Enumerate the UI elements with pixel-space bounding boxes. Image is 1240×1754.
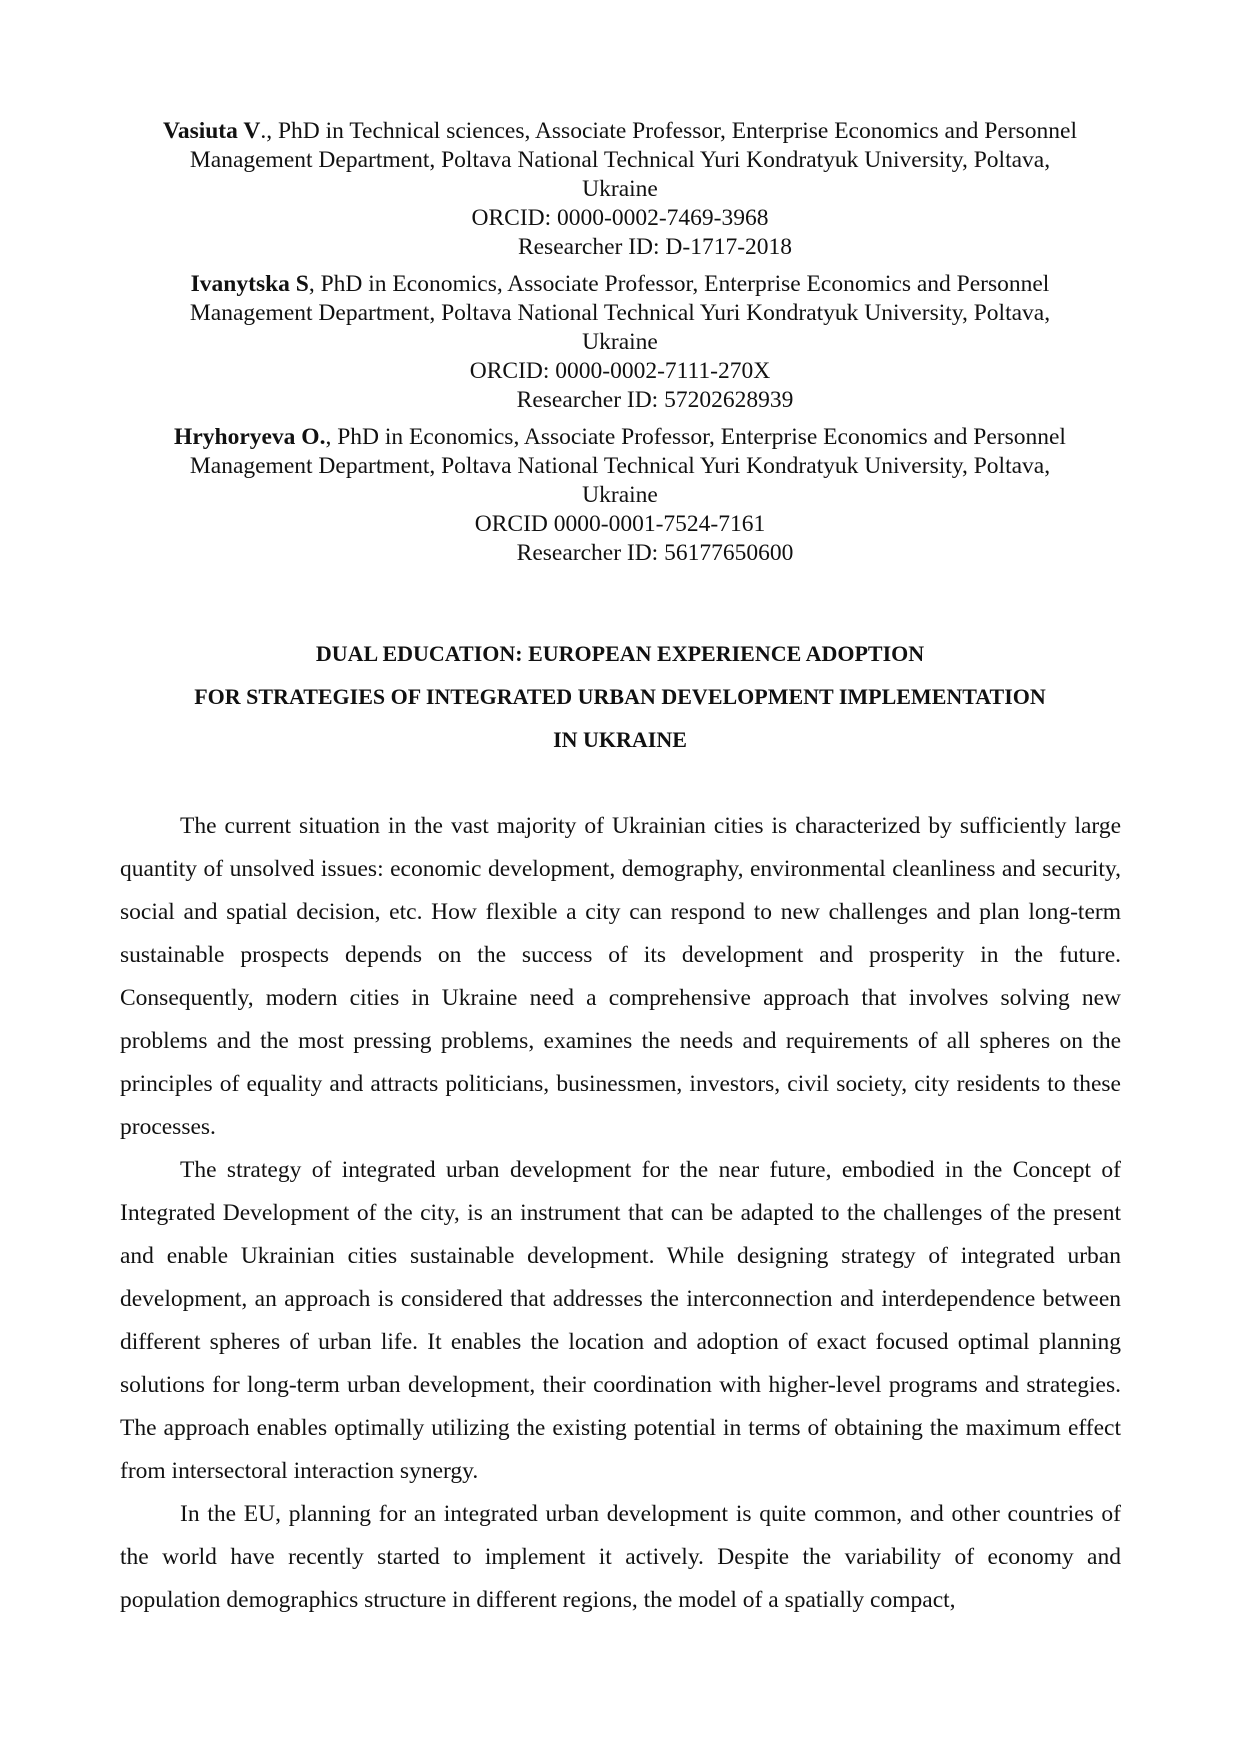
- body-paragraph: The strategy of integrated urban development for the near future, embodied in the Concept of Integrated Development of the city, is an instrument that can be adapted to the challenges of the present and enable Ukrainian cities sustainable development. While designing strategy of integrated urban development, an approach is considered that addresses the interconnection and interdependence between different spheres of urban life. It enables the location and adoption of exact focused optimal planning solutions for long-term urban development, their coordination with higher-level programs and strategies. The approach enables optimally utilizing the existing potential in terms of obtaining the maximum effect from intersectoral interaction synergy.: [120, 1157, 1121, 1484]
- author-affiliation-cont: Management Department, Poltava National Technical Yuri Kondratyuk University, Poltava,: [189, 147, 1051, 173]
- body-paragraph: In the EU, planning for an integrated urban development is quite common, and other countries of the world have recently started to implement it actively. Despite the variability of economy and population demographics structure in different regions, the model of a spatially compact,: [120, 1501, 1121, 1613]
- author-country: Ukraine: [582, 482, 658, 508]
- author-name: Hryhoryeva O.: [174, 424, 326, 450]
- author-name: Vasiuta V: [163, 118, 261, 144]
- title-line: DUAL EDUCATION: EUROPEAN EXPERIENCE ADOPTION: [315, 641, 925, 666]
- paper-title: [110, 632, 1130, 761]
- author-country: Ukraine: [582, 176, 658, 202]
- author-affiliation: , PhD in Economics, Associate Professor, Enterprise Economics and Personnel: [325, 424, 1066, 450]
- author-affiliation: ., PhD in Technical sciences, Associate Professor, Enterprise Economics and Personnel: [260, 118, 1077, 144]
- author-entry: [120, 423, 1120, 568]
- author-orcid: ORCID: 0000-0002-7111-270X: [469, 358, 771, 384]
- author-affiliation-cont: Management Department, Poltava National Technical Yuri Kondratyuk University, Poltava,: [189, 453, 1051, 479]
- author-affiliation-cont: Management Department, Poltava National Technical Yuri Kondratyuk University, Poltava,: [189, 300, 1051, 326]
- title-line: FOR STRATEGIES OF INTEGRATED URBAN DEVELOPMENT IMPLEMENTATION: [194, 684, 1046, 709]
- title-line: IN UKRAINE: [553, 727, 687, 752]
- author-affiliation-line: [120, 117, 1120, 146]
- author-block: [120, 117, 1120, 576]
- body-paragraph: The current situation in the vast majority of Ukrainian cities is characterized by sufficiently large quantity of unsolved issues: economic development, demography, environmental cleanliness and security, social and spatial decision, etc. How flexible a city can respond to new challenges and plan long-term sustainable prospects depends on the success of its development and prosperity in the future. Consequently, modern cities in Ukraine need a comprehensive approach that involves solving new problems and the most pressing problems, examines the needs and requirements of all spheres on the principles of equality and attracts politicians, businessmen, investors, civil society, city residents to these processes.: [120, 813, 1121, 1140]
- author-researcher-id: Researcher ID: 57202628939: [516, 387, 794, 413]
- author-country: Ukraine: [582, 329, 658, 355]
- author-orcid: ORCID 0000-0001-7524-7161: [474, 511, 766, 537]
- author-affiliation-line: [120, 423, 1120, 452]
- author-affiliation: , PhD in Economics, Associate Professor, Enterprise Economics and Personnel: [308, 271, 1050, 297]
- author-entry: [120, 117, 1120, 262]
- author-researcher-id: Researcher ID: 56177650600: [516, 540, 794, 566]
- paper-body: [120, 805, 1121, 1622]
- author-orcid: ORCID: 0000-0002-7469-3968: [471, 205, 769, 231]
- author-affiliation-line: [120, 270, 1120, 299]
- author-name: Ivanytska S: [190, 271, 309, 297]
- author-entry: [120, 270, 1120, 415]
- author-researcher-id: Researcher ID: D-1717-2018: [517, 234, 793, 260]
